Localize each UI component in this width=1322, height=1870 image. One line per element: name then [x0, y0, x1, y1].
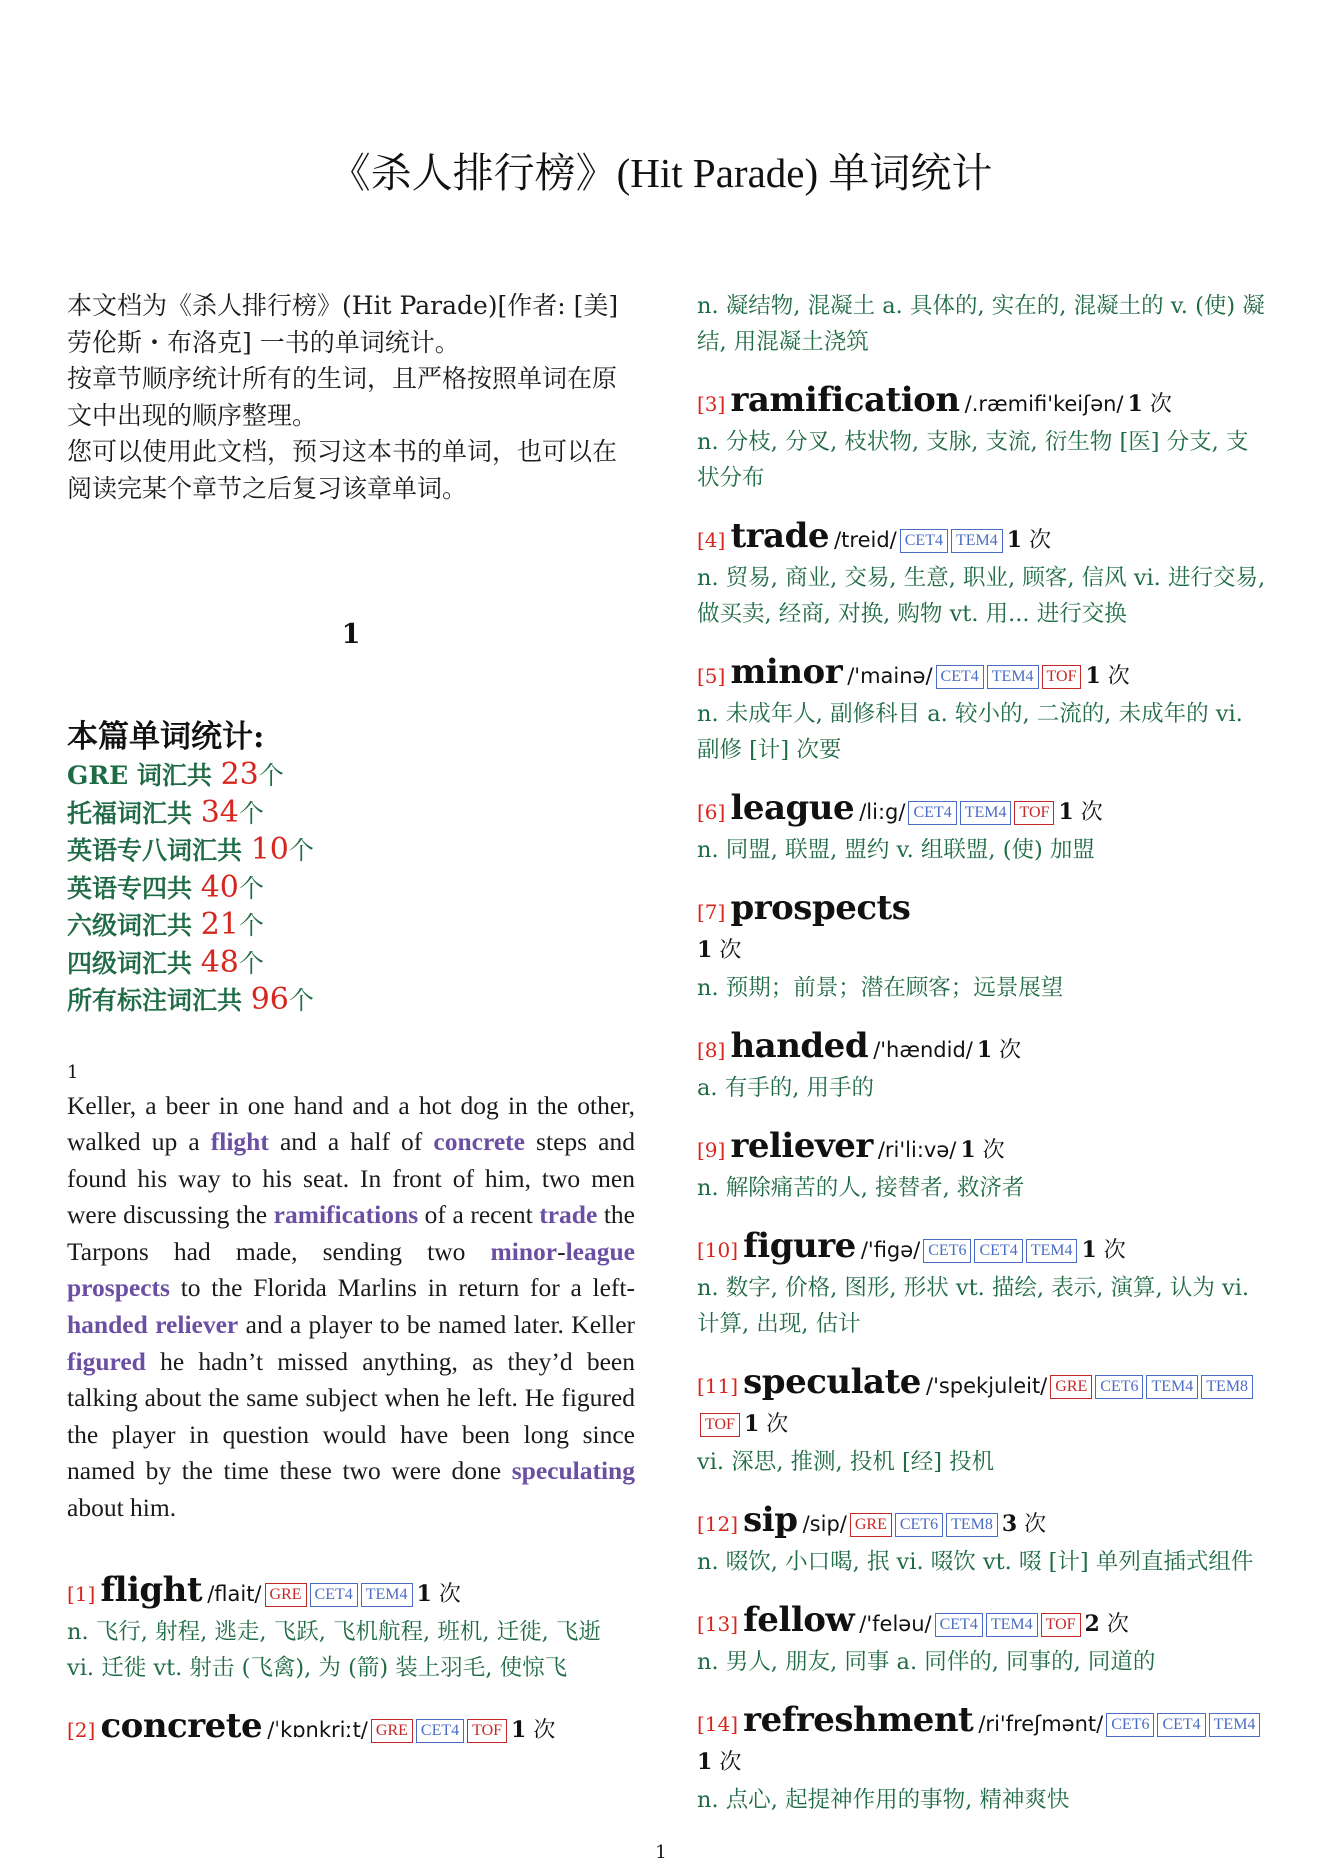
word-entry — [697, 890, 1269, 1006]
paragraph-text: and a half of — [268, 1127, 434, 1157]
entry-phonetic: /'spekjuleit/ — [926, 1374, 1048, 1398]
right-column — [697, 288, 1269, 1840]
vocab-word-highlight: prospects — [67, 1273, 170, 1303]
word-entry — [67, 1705, 635, 1750]
entry-index: [6] — [697, 800, 726, 824]
entry-word: league — [730, 788, 855, 828]
entry-header — [697, 1228, 1269, 1270]
source-paragraph — [67, 1088, 635, 1527]
word-entries-right — [697, 382, 1269, 1818]
entry-count: 1 次 — [1081, 1237, 1126, 1263]
exam-tag: TEM4 — [987, 665, 1039, 689]
exam-tag: TEM4 — [951, 529, 1003, 553]
entry-phonetic: /ri'freʃmənt/ — [978, 1712, 1104, 1736]
entry-header — [67, 1569, 635, 1614]
entry-index: [7] — [697, 900, 726, 924]
stats-heading: 本篇单词统计: — [67, 719, 265, 755]
entry-phonetic: /flait/ — [207, 1581, 262, 1606]
entry-count: 1 次 — [511, 1716, 556, 1743]
exam-tag: TOF — [1042, 665, 1082, 689]
entry-word: reliever — [730, 1126, 873, 1166]
intro — [67, 288, 635, 507]
entry-count: 1 次 — [1058, 799, 1103, 825]
vocab-word-highlight: concrete — [433, 1127, 525, 1157]
entry-header — [697, 790, 1269, 832]
entry-word: figure — [743, 1226, 856, 1266]
stat-cet6: 六级词汇共 21个 — [67, 907, 264, 942]
vocab-word-highlight: ramifications — [273, 1200, 419, 1230]
entry-definition: n. 数字, 价格, 图形, 形状 vt. 描绘, 表示, 演算, 认为 vi. 计算, 出现, 估计 — [697, 1275, 1250, 1337]
stat-all: 所有标注词汇共 96个 — [67, 982, 314, 1017]
exam-tag: TOF — [1041, 1613, 1081, 1637]
paragraph-number: 1 — [67, 1061, 79, 1083]
exam-tag: TOF — [700, 1413, 740, 1437]
entry-word: minor — [730, 652, 843, 692]
vocab-word-highlight: speculating — [511, 1456, 635, 1486]
word-entries-left — [67, 1569, 635, 1750]
intro-line-3: 您可以使用此文档，预习这本书的单词，也可以在阅读完某个章节之后复习该章单词。 — [67, 437, 618, 503]
entry-phonetic: /li:g/ — [859, 800, 906, 824]
word-entry — [697, 382, 1269, 496]
intro-line-1: 本文档为《杀人排行榜》(Hit Parade)[作者: [美] 劳伦斯・布洛克] 一书的单词统计。 — [67, 291, 619, 357]
entry-definition: n. 解除痛苦的人, 接替者, 救济者 — [697, 1175, 1025, 1201]
entry-definition: n. 未成年人, 副修科目 a. 较小的, 二流的, 未成年的 vi. 副修 [计] 次要 — [697, 701, 1243, 763]
exam-tag: CET4 — [310, 1583, 358, 1607]
entry-word: concrete — [100, 1705, 263, 1746]
vocab-word-highlight: figured — [67, 1346, 146, 1376]
vocab-word-highlight: minor — [490, 1236, 558, 1266]
entry-index: [9] — [697, 1138, 726, 1162]
entry-count: 1 次 — [416, 1580, 461, 1607]
exam-tag: CET6 — [1106, 1713, 1154, 1737]
exam-tag: TOF — [467, 1719, 507, 1743]
exam-tag: CET4 — [416, 1719, 464, 1743]
paragraph-text: to the Florida Marlins in return for a left- — [169, 1273, 635, 1303]
word-entry — [697, 1228, 1269, 1342]
paragraph-text: steps and found his way to his seat. In front of him, two men were discussing the — [67, 1127, 635, 1230]
vocab-word-highlight: handed — [67, 1310, 148, 1340]
paragraph-text: the Tarpons had made, sending two — [67, 1200, 635, 1266]
entry-word: handed — [730, 1026, 869, 1066]
entry-header — [697, 382, 1269, 424]
entry-count: 1 次 — [976, 1037, 1022, 1063]
entry-count: 1 次 — [1006, 527, 1052, 553]
stat-tem4: 英语专四共 40个 — [67, 869, 264, 905]
entry-index: [5] — [697, 664, 726, 688]
exam-tag: CET4 — [935, 1613, 983, 1637]
exam-tag: CET4 — [974, 1239, 1022, 1263]
entry-count: 1 次 — [960, 1137, 1005, 1163]
entry-index: [10] — [697, 1238, 739, 1262]
left-column — [67, 288, 635, 1772]
entry-word: flight — [100, 1569, 203, 1610]
exam-tag: TEM4 — [361, 1583, 413, 1607]
entry-index: [4] — [697, 528, 726, 552]
stat-toefl: 托福词汇共 34个 — [67, 794, 264, 830]
paragraph-text: and a player to be named later. Keller — [238, 1310, 636, 1340]
entry-phonetic: /.ræmifi'keiʃən/ — [964, 392, 1124, 416]
exam-tag: CET6 — [1095, 1375, 1143, 1399]
exam-tag: CET4 — [1157, 1713, 1205, 1737]
entry-word: speculate — [743, 1362, 921, 1402]
entry-word: refreshment — [743, 1700, 974, 1740]
entry-header — [67, 1705, 635, 1750]
entry-phonetic: /'figə/ — [860, 1238, 921, 1262]
entry-count: 1 次 — [743, 1411, 789, 1437]
exam-tag: TEM4 — [1146, 1375, 1198, 1399]
entry-definition: n. 分枝, 分叉, 枝状物, 支脉, 支流, 衍生物 [医] 分支, 支状分布 — [697, 429, 1249, 491]
exam-tag: TEM4 — [960, 801, 1012, 825]
entry-phonetic: /'feləu/ — [859, 1612, 932, 1636]
word-entry — [697, 1702, 1269, 1818]
entry-word: ramification — [730, 380, 960, 420]
exam-tag: TOF — [1014, 801, 1054, 825]
entry-definition: n. 点心, 起提神作用的事物, 精神爽快 — [697, 1787, 1070, 1813]
paragraph-text: he hadn’t missed anything, as they’d been talking about the same subject when he left. He figured the player in question would have been long since named by the time these two were done — [67, 1346, 635, 1486]
paragraph-text: - — [557, 1236, 566, 1266]
entry-word: prospects — [730, 888, 911, 928]
intro-line-2: 按章节顺序统计所有的生词，且严格按照单词在原文中出现的顺序整理。 — [67, 364, 618, 430]
exam-tag: GRE — [371, 1719, 413, 1743]
stat-tem8: 英语专八词汇共 10个 — [67, 832, 314, 867]
entry-phonetic: /treid/ — [834, 528, 897, 552]
entry-word: fellow — [743, 1600, 855, 1640]
exam-tag: CET4 — [936, 665, 984, 689]
entry-count: 2 次 — [1084, 1611, 1129, 1637]
exam-tag: GRE — [1050, 1375, 1092, 1399]
vocab-word-highlight: trade — [539, 1200, 598, 1230]
page-number: 1 — [655, 1842, 667, 1863]
entry-header — [697, 890, 1269, 932]
entry-word: sip — [743, 1500, 798, 1540]
entry-index: [8] — [697, 1038, 726, 1062]
vocab-word-highlight: reliever — [155, 1310, 239, 1340]
exam-tag: GRE — [265, 1583, 307, 1607]
vocab-word-highlight: league — [565, 1236, 635, 1266]
exam-tag: CET6 — [923, 1239, 971, 1263]
exam-tag: TEM4 — [1026, 1239, 1078, 1263]
entry-index: [2] — [67, 1717, 96, 1742]
exam-tag: TEM4 — [1209, 1713, 1261, 1737]
paragraph-text: about him. — [67, 1493, 177, 1523]
word-entry — [697, 1602, 1269, 1680]
entry-definition: n. 男人, 朋友, 同事 a. 同伴的, 同事的, 同道的 — [697, 1649, 1156, 1675]
entry-header — [697, 1602, 1269, 1644]
exam-tag: CET4 — [908, 801, 956, 825]
entry-count: 1 次 — [697, 937, 742, 963]
stat-gre: GRE 词汇共 23个 — [67, 757, 284, 792]
entry-definition: n. 预期；前景；潜在顾客；远景展望 — [697, 975, 1064, 1001]
entry-count: 1 次 — [697, 1749, 742, 1775]
word-entry — [697, 1028, 1269, 1106]
entry-phonetic: /sip/ — [802, 1512, 847, 1536]
paragraph-text: Keller, a beer in one hand and a hot dog in the other, walked up a — [67, 1090, 635, 1157]
stats-list — [67, 757, 635, 1020]
vocab-word-highlight: flight — [210, 1127, 269, 1157]
entry-header — [697, 1502, 1269, 1544]
entry-index: [12] — [697, 1512, 739, 1536]
entry-header — [697, 1028, 1269, 1070]
word-entry — [67, 1569, 635, 1686]
word-entry — [697, 1364, 1269, 1480]
entry-definition: n. 飞行, 射程, 逃走, 飞跃, 飞机航程, 班机, 迁徙, 飞逝 vi. 迁徙 vt. 射击 (飞禽), 为 (箭) 装上羽毛, 使惊飞 — [67, 1618, 601, 1681]
entry-header — [697, 1128, 1269, 1170]
entry-phonetic: /'mainə/ — [847, 664, 933, 688]
exam-tag: CET6 — [895, 1513, 943, 1537]
word-entry — [697, 518, 1269, 632]
entry-count: 1 次 — [1127, 391, 1172, 417]
entry-header — [697, 654, 1269, 696]
word-entry — [697, 1502, 1269, 1580]
word-entry — [697, 654, 1269, 768]
entry-count: 1 次 — [1085, 663, 1130, 689]
entry-definition: n. 贸易, 商业, 交易, 生意, 职业, 顾客, 信风 vi. 进行交易, 做买卖, 经商, 对换, 购物 vt. 用... 进行交换 — [697, 565, 1266, 627]
entry-index: [11] — [697, 1374, 739, 1398]
entry-header — [697, 1364, 1269, 1444]
concrete-definition: n. 凝结物, 混凝土 a. 具体的, 实在的, 混凝土的 v. (使) 凝结, 用混凝土浇筑 — [697, 293, 1265, 355]
entry-phonetic: /ˈkɒnkriːt/ — [267, 1717, 368, 1742]
stat-cet4: 四级词汇共 48个 — [67, 944, 264, 980]
document-title: 《杀人排行榜》(Hit Parade) 单词统计 — [329, 150, 993, 196]
entry-count: 3 次 — [1001, 1511, 1047, 1537]
entry-index: [1] — [67, 1581, 96, 1606]
chapter-number: 1 — [341, 619, 361, 650]
entry-definition: vi. 深思, 推测, 投机 [经] 投机 — [697, 1449, 995, 1475]
word-entry — [697, 1128, 1269, 1206]
entry-phonetic: /ri'li:və/ — [877, 1138, 957, 1162]
exam-tag: TEM8 — [946, 1513, 998, 1537]
entry-index: [14] — [697, 1712, 739, 1736]
entry-definition: a. 有手的, 用手的 — [697, 1075, 875, 1101]
entry-definition: n. 同盟, 联盟, 盟约 v. 组联盟, (使) 加盟 — [697, 837, 1095, 863]
word-entry — [697, 790, 1269, 868]
paragraph-text: of a recent — [418, 1200, 540, 1230]
entry-header — [697, 1702, 1269, 1744]
entry-word: trade — [730, 516, 829, 556]
entry-phonetic: /'hændid/ — [873, 1038, 973, 1062]
exam-tag: CET4 — [900, 529, 948, 553]
entry-definition: n. 啜饮, 小口喝, 抿 vi. 啜饮 vt. 啜 [计] 单列直插式组件 — [697, 1549, 1254, 1575]
entry-header — [697, 518, 1269, 560]
exam-tag: TEM8 — [1201, 1375, 1253, 1399]
exam-tag: TEM4 — [986, 1613, 1038, 1637]
exam-tag: GRE — [850, 1513, 892, 1537]
entry-index: [3] — [697, 392, 726, 416]
entry-index: [13] — [697, 1612, 739, 1636]
